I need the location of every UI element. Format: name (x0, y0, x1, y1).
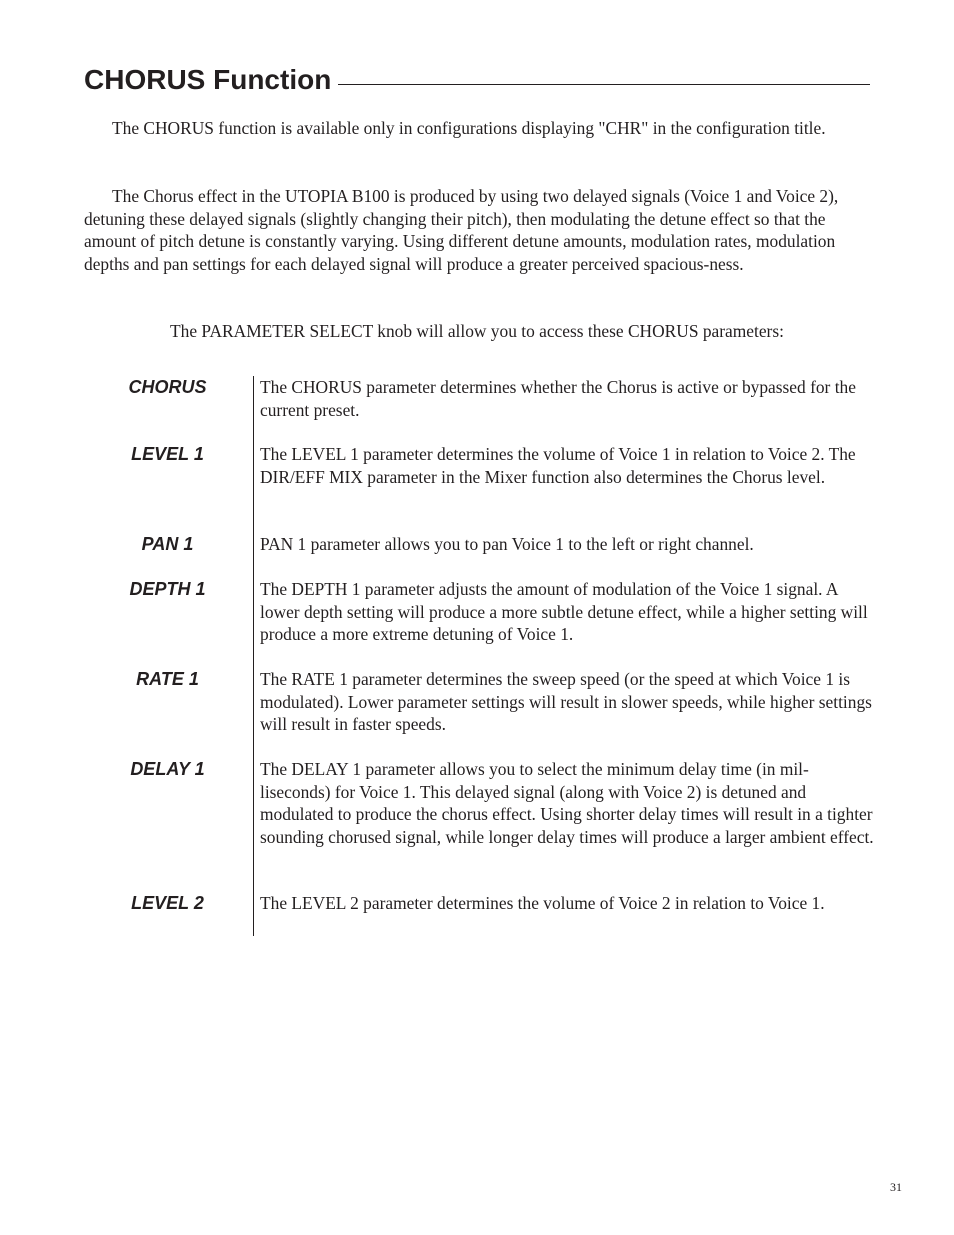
intro-paragraph-availability: The CHORUS function is available only in configurations displaying "CHR" in the configuration title. (112, 118, 826, 138)
heading-rule (338, 84, 870, 85)
param-desc-level-1: The LEVEL 1 parameter determines the volume of Voice 1 in relation to Voice 2. The DIR/EFF MIX parameter in the Mixer function also determines the Chorus level. (260, 444, 856, 487)
param-label-level-2: LEVEL 2 (131, 893, 204, 913)
param-desc-level-2: The LEVEL 2 parameter determines the volume of Voice 2 in relation to Voice 1. (260, 893, 825, 913)
param-label-delay-1: DELAY 1 (130, 759, 205, 779)
intro-paragraph-chorus-effect: The Chorus effect in the UTOPIA B100 is produced by using two delayed signals (Voice 1 and Voice 2), detuning these delayed signals (slightly changing their pitch), then modulating the detune effect so that the amount of pitch detune is constantly varying. Using different detune amounts, modulation rates, modulation depths and pan settings for each delayed signal will produce a greater perceived spacious-ness. (84, 186, 839, 274)
page-title: CHORUS Function (84, 64, 332, 95)
param-label-level-1: LEVEL 1 (131, 444, 204, 464)
param-label-depth-1: DEPTH 1 (129, 579, 206, 599)
parameter-divider (253, 376, 254, 936)
intro-paragraph-parameter-select: The PARAMETER SELECT knob will allow you to access these CHORUS parameters: (170, 321, 784, 341)
param-desc-pan-1: PAN 1 parameter allows you to pan Voice 1 to the left or right channel. (260, 534, 754, 554)
param-desc-rate-1: The RATE 1 parameter determines the sweep speed (or the speed at which Voice 1 is modulated). Lower parameter settings will result in slower speeds, while higher settings will result in faster speeds. (260, 669, 872, 735)
param-label-chorus: CHORUS (128, 377, 207, 397)
param-label-rate-1: RATE 1 (136, 669, 199, 689)
param-desc-depth-1: The DEPTH 1 parameter adjusts the amount of modulation of the Voice 1 signal. A lower depth setting will produce a more subtle detune effect, while a higher setting will produce a more extreme detuning of Voice 1. (260, 579, 868, 645)
section-heading (84, 62, 870, 98)
param-desc-chorus: The CHORUS parameter determines whether the Chorus is active or bypassed for the current preset. (260, 377, 856, 420)
param-desc-delay-1: The DELAY 1 parameter allows you to select the minimum delay time (in mil-liseconds) for Voice 1. This delayed signal (along with Voice 2) is detuned and modulated to produce the chorus effect. Using shorter delay times will result in a tighter sounding chorused signal, while longer delay times will produce a larger ambient effect. (260, 759, 874, 847)
page-number: 31 (890, 1180, 902, 1194)
param-label-pan-1: PAN 1 (141, 534, 194, 554)
